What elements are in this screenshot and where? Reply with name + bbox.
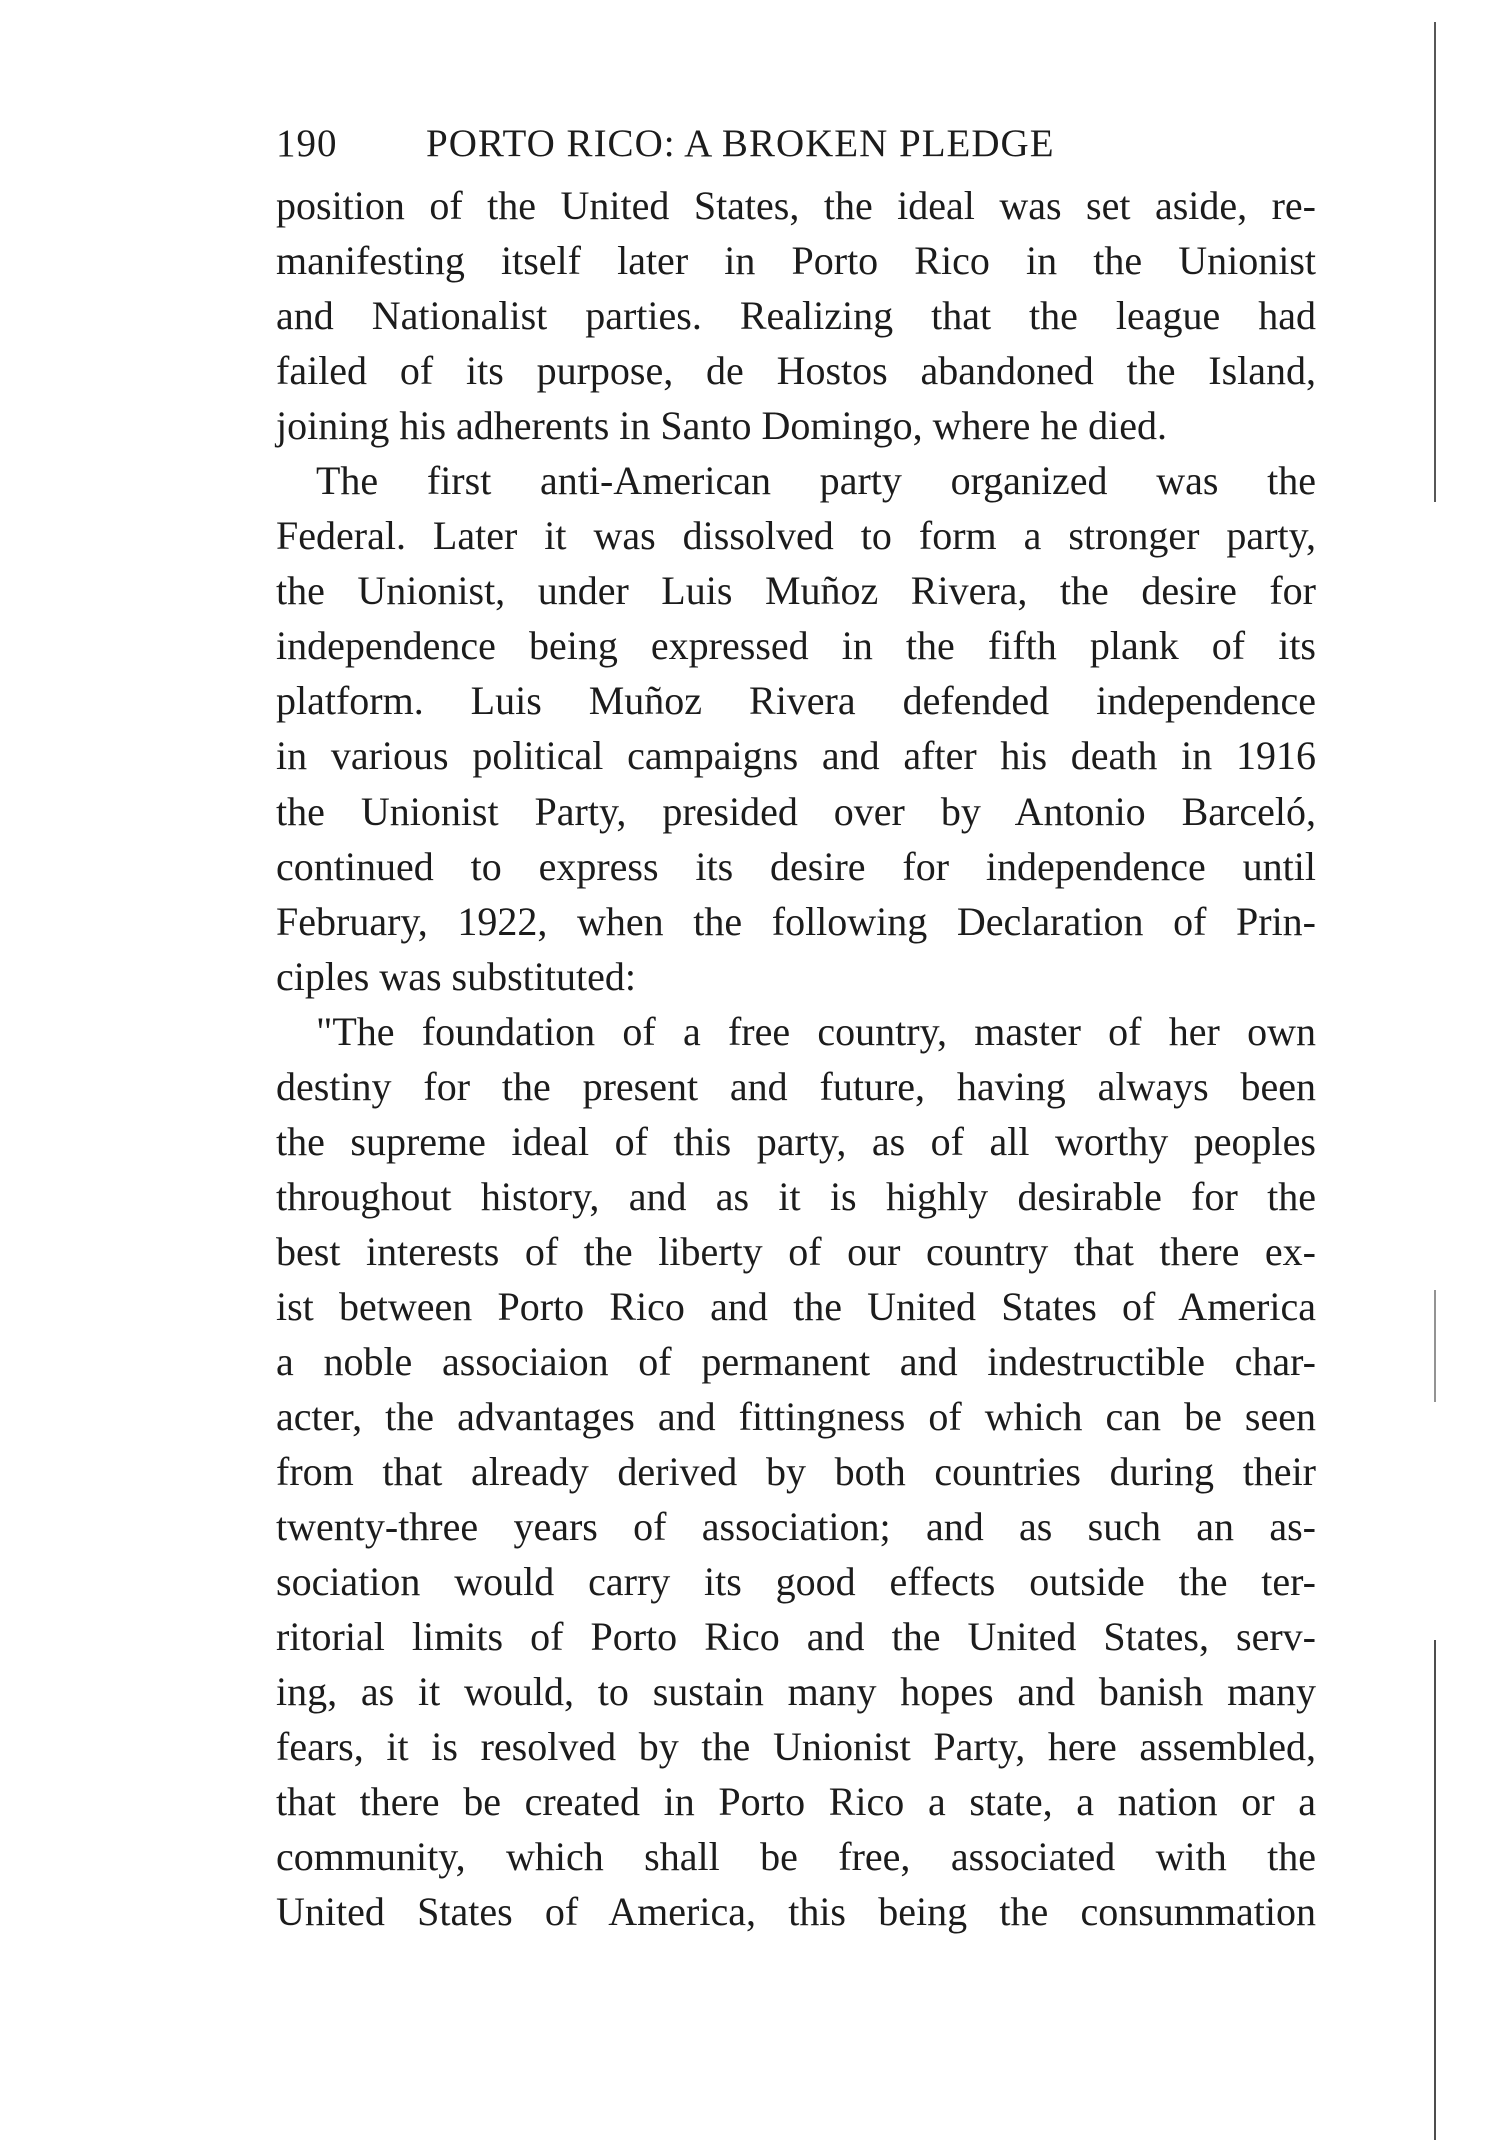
text-line: independence being expressed in the fifth plank of its bbox=[276, 623, 1316, 669]
text-line: from that already derived by both countries during their bbox=[276, 1449, 1316, 1495]
text-line: United States of America, this being the consummation bbox=[276, 1889, 1316, 1935]
text-line: Federal. Later it was dissolved to form a stronger party, bbox=[276, 513, 1316, 559]
text-line: the Unionist, under Luis Muñoz Rivera, the desire for bbox=[276, 568, 1316, 614]
text-line: sociation would carry its good effects outside the ter- bbox=[276, 1559, 1316, 1605]
text-line: the supreme ideal of this party, as of all worthy peoples bbox=[276, 1118, 1316, 1164]
quote-start-line: "The foundation of a free country, master of her own bbox=[316, 1008, 1316, 1054]
text-line: position of the United States, the ideal was set aside, re- bbox=[276, 183, 1316, 228]
paragraph-start-line: The first anti-American party organized was the bbox=[316, 458, 1316, 504]
text-line: and Nationalist parties. Realizing that the league had bbox=[276, 293, 1316, 339]
page-number: 190 bbox=[276, 122, 338, 165]
running-title: PORTO RICO: A BROKEN PLEDGE bbox=[426, 122, 1055, 165]
text-line: best interests of the liberty of our country that there ex- bbox=[276, 1228, 1316, 1274]
text-line: community, which shall be free, associated with the bbox=[276, 1834, 1316, 1880]
text-line: a noble associaion of permanent and indestructible char- bbox=[276, 1338, 1316, 1384]
text-line: twenty-three years of association; and as such an as- bbox=[276, 1504, 1316, 1550]
text-line: manifesting itself later in Porto Rico in the Unionist bbox=[276, 238, 1316, 284]
text-line: destiny for the present and future, having always been bbox=[276, 1063, 1316, 1109]
text-line: in various political campaigns and after his death in 1916 bbox=[276, 733, 1316, 779]
text-line: platform. Luis Muñoz Rivera defended independence bbox=[276, 678, 1316, 724]
body-text bbox=[276, 178, 1316, 1940]
text-line: ing, as it would, to sustain many hopes and banish many bbox=[276, 1669, 1316, 1715]
text-line: ist between Porto Rico and the United States of America bbox=[276, 1283, 1316, 1329]
scan-edge-line bbox=[1434, 22, 1436, 502]
scan-edge-line bbox=[1434, 1290, 1436, 1402]
text-line: throughout history, and as it is highly desirable for the bbox=[276, 1173, 1316, 1219]
text-line: that there be created in Porto Rico a state, a nation or a bbox=[276, 1779, 1316, 1825]
text-line: joining his adherents in Santo Domingo, where he died. bbox=[276, 403, 1167, 449]
text-line: the Unionist Party, presided over by Antonio Barceló, bbox=[276, 788, 1316, 834]
text-line: February, 1922, when the following Declaration of Prin- bbox=[276, 898, 1316, 944]
text-line: ritorial limits of Porto Rico and the United States, serv- bbox=[276, 1614, 1316, 1660]
text-line: continued to express its desire for independence until bbox=[276, 843, 1316, 889]
text-line: ciples was substituted: bbox=[276, 953, 636, 999]
text-line: failed of its purpose, de Hostos abandoned the Island, bbox=[276, 348, 1316, 394]
running-header bbox=[276, 118, 1055, 170]
text-line: acter, the advantages and fittingness of which can be seen bbox=[276, 1394, 1316, 1440]
scan-edge-line bbox=[1434, 1640, 1436, 2140]
text-line: fears, it is resolved by the Unionist Party, here assembled, bbox=[276, 1724, 1316, 1770]
